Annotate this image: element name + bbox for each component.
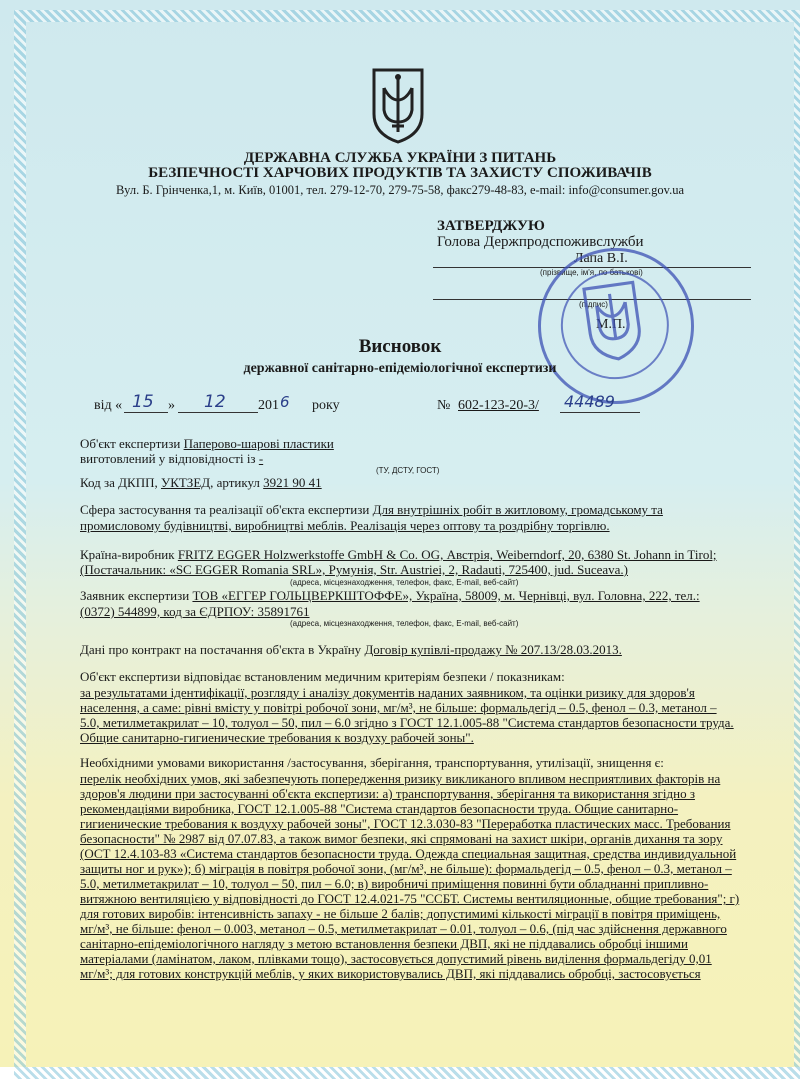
conditions-line-9: витяжною вентиляцією у відповідності до ГОСТ 12.4.021-75 "ССБТ. Системы вентиляционные, общие требования"; г) [80,891,740,906]
conditions-line-2: здоров'я людини при застосуванні об'єкта експертизи: а) транспортування, зберігання та використання згідно з [80,786,695,801]
month-line [178,412,258,413]
conditions-line-7-tail: метанол – [676,861,732,876]
criteria-line-4: Общие санитарно-гигиенические требования к воздуху рабочей зоны". [80,730,474,745]
document-number: 602-123-20-3/ [458,398,539,413]
conditions-line-13: матеріалами (ламінатом, лаком, плівками тощо), застосовується допустимий рівень виділення формальдегіду 0,01 [80,951,712,966]
object-value: Паперово-шарові пластики [183,436,334,451]
standard-caption: (ТУ, ДСТУ, ГОСТ) [376,466,440,475]
applicant-line2: (0372) 544899, код за ЄДРПОУ: 35891761 [80,604,310,619]
manufacturer-line2: (Постачальник: «SC EGGER Romania SRL», Румунія, Str. Austriei, 2, Radauti, 725400, jud. Suceava.) [80,562,628,577]
scope-label: Сфера застосування та реалізації об'єкта експертизи [80,502,370,517]
signature-caption: (підпис) [579,300,608,309]
scope-line1: Для внутрішніх робіт в житловому, громадському та [372,502,663,517]
date-day-close: » [168,398,175,413]
document-title: Висновок [358,336,442,357]
conditions-line-14: мг/м³; для готових конструкцій меблів, у яких використовувались ДВП, які піддавались обробці, застосовується [80,966,701,981]
conditions-line-12: санітарно-епідеміологічного нагляду з метою встановлення безпеки ДВП, які не піддавались обробці іншими [80,936,688,951]
conditions-intro: Необхідними умовами використання /застосування, зберігання, транспортування, утилізації, знищення є: [80,755,664,770]
date-year-last: 6 [280,393,290,411]
criteria-line-1: за результатами ідентифікації, розгляду і аналізу документів наданих заявником, та оцінки ризику для здоров'я [80,685,695,700]
number-line [560,412,640,413]
day-line [124,412,168,413]
conditions-line-11: мг/м³, не більше: фенол – 0.003, метанол – 0.5, метилметакрилат – 0.01, толуол – 0.6, (під час здійснення державного [80,921,727,936]
made-value: - [258,451,264,466]
manufacturer-caption: (адреса, місцезнаходження, телефон, факс, E-mail, веб-сайт) [290,578,519,587]
applicant-line1: ТОВ «ЕГГЕР ГОЛЬЦВЕРКШТОФФЕ», Україна, 58009, м. Чернівці, вул. Головна, 222, тел.: [192,588,700,603]
conditions-line-8: 5.0, метилметакрилат – 10, толуол – 50, пил – 6.0; в) виробничі приміщення повинні бути обладнанні припливно- [80,876,709,891]
scope-line2: промисловому будівництві, виробництві меблів. Реалізація через оптову та роздрібну торгівлю. [80,518,610,533]
conditions-line-6: (ОСТ 12.4.103-83 «Система стандартов безопасности труда. Одежда специальная защитная, средства индивидуальной [80,846,737,861]
org-title-line2: БЕЗПЕЧНОСТІ ХАРЧОВИХ ПРОДУКТІВ ТА ЗАХИСТУ СПОЖИВАЧІВ [148,165,652,181]
conditions-line-7: защиты ног и рук»); б) міграція в повітря робочої зони, (мг/м³, не більше): формальдегід – 0.5, фенол – 0.3, [80,861,674,876]
article-label: , артикул [210,475,260,490]
coat-of-arms-emblem [370,66,426,149]
criteria-line-3: 5.0, метилметакрилат – 10, толуол – 50, пил – 6.0 згідно з ГОСТ 12.1.005-88 "Система стандартов безопасности труда. [80,715,734,730]
criteria-intro: Об'єкт експертизи відповідає встановленим медичним критеріям безпеки / показникам: [80,669,565,684]
conditions-line-10: для готових виробів: інтенсивність запаху - не більше 2 балів; допустимимі кількості міграції в повітря приміщень, [80,906,721,921]
article-value: 3921 90 41 [263,475,322,490]
seal-place: М.П. [596,317,626,332]
number-prefix: № [437,398,451,413]
contract-label: Дані про контракт на постачання об'єкта в Україну [80,642,362,657]
contract-value: Договір купівлі-продажу № 207.13/28.03.2013. [364,642,622,657]
manufacturer-line1: FRITZ EGGER Holzwerkstoffe GmbH & Co. OG, Австрія, Weiberndorf, 20, 6380 St. Johann in Tirol; [177,547,717,562]
date-month: 12 [204,392,226,412]
org-title-line1: ДЕРЖАВНА СЛУЖБА УКРАЇНИ З ПИТАНЬ [243,150,557,166]
conditions-line-3: рекомендаціями виробника, ГОСТ 12.1.005-88 "Система стандартов безопасности труда. Общие санитарно- [80,801,679,816]
conditions-line-5: безопасности" № 2987 від 07.07.83, а також вимог безпеки, які спрямовані на захист шкіри, органів дихання та зору [80,831,723,846]
applicant-caption: (адреса, місцезнаходження, телефон, факс, E-mail, веб-сайт) [290,619,519,628]
code-value: УКТЗЕД [160,475,211,490]
approver-name: Лапа В.І. [574,251,628,266]
date-year-prefix: 201 [258,398,279,413]
date-year-suffix: року [312,398,340,413]
date-prefix: від « [94,398,123,413]
document-number-handwritten: 44489 [564,392,615,411]
criteria-line-2: населення, а саме: рівні вмісту у повітрі робочої зони, мг/м³, не більше: формальдегід – 0.5, фенол – 0.3, метанол – [80,700,717,715]
conditions-line-4: гигиенические требования к воздуху рабочей зоны", ГОСТ 12.3.030-83 "Переработка пластических масс. Требования [80,816,731,831]
name-caption: (прізвище, ім'я, по батькові) [540,268,643,277]
date-day: 15 [132,392,154,412]
org-address: Вул. Б. Грінченка,1, м. Київ, 01001, тел. 279-12-70, 279-75-58, факс279-48-83, e-mail: info@consumer.gov.ua [115,183,685,197]
approval-title: ЗАТВЕРДЖУЮ [437,218,545,234]
manufacturer-label: Країна-виробник [80,547,175,562]
code-label: Код за ДКПП, [80,475,158,490]
made-label: виготовлений у відповідності із [80,451,256,466]
object-label: Об'єкт експертизи [80,436,181,451]
approval-position: Голова Держпродспоживслужби [437,234,644,250]
document-subtitle: державної санітарно-епідеміологічної експертизи [243,361,557,376]
conditions-line-1: перелік необхідних умов, які забезпечують попередження ризику викликаного впливом несприятливих факторів на [80,771,721,786]
applicant-label: Заявник експертизи [80,588,190,603]
